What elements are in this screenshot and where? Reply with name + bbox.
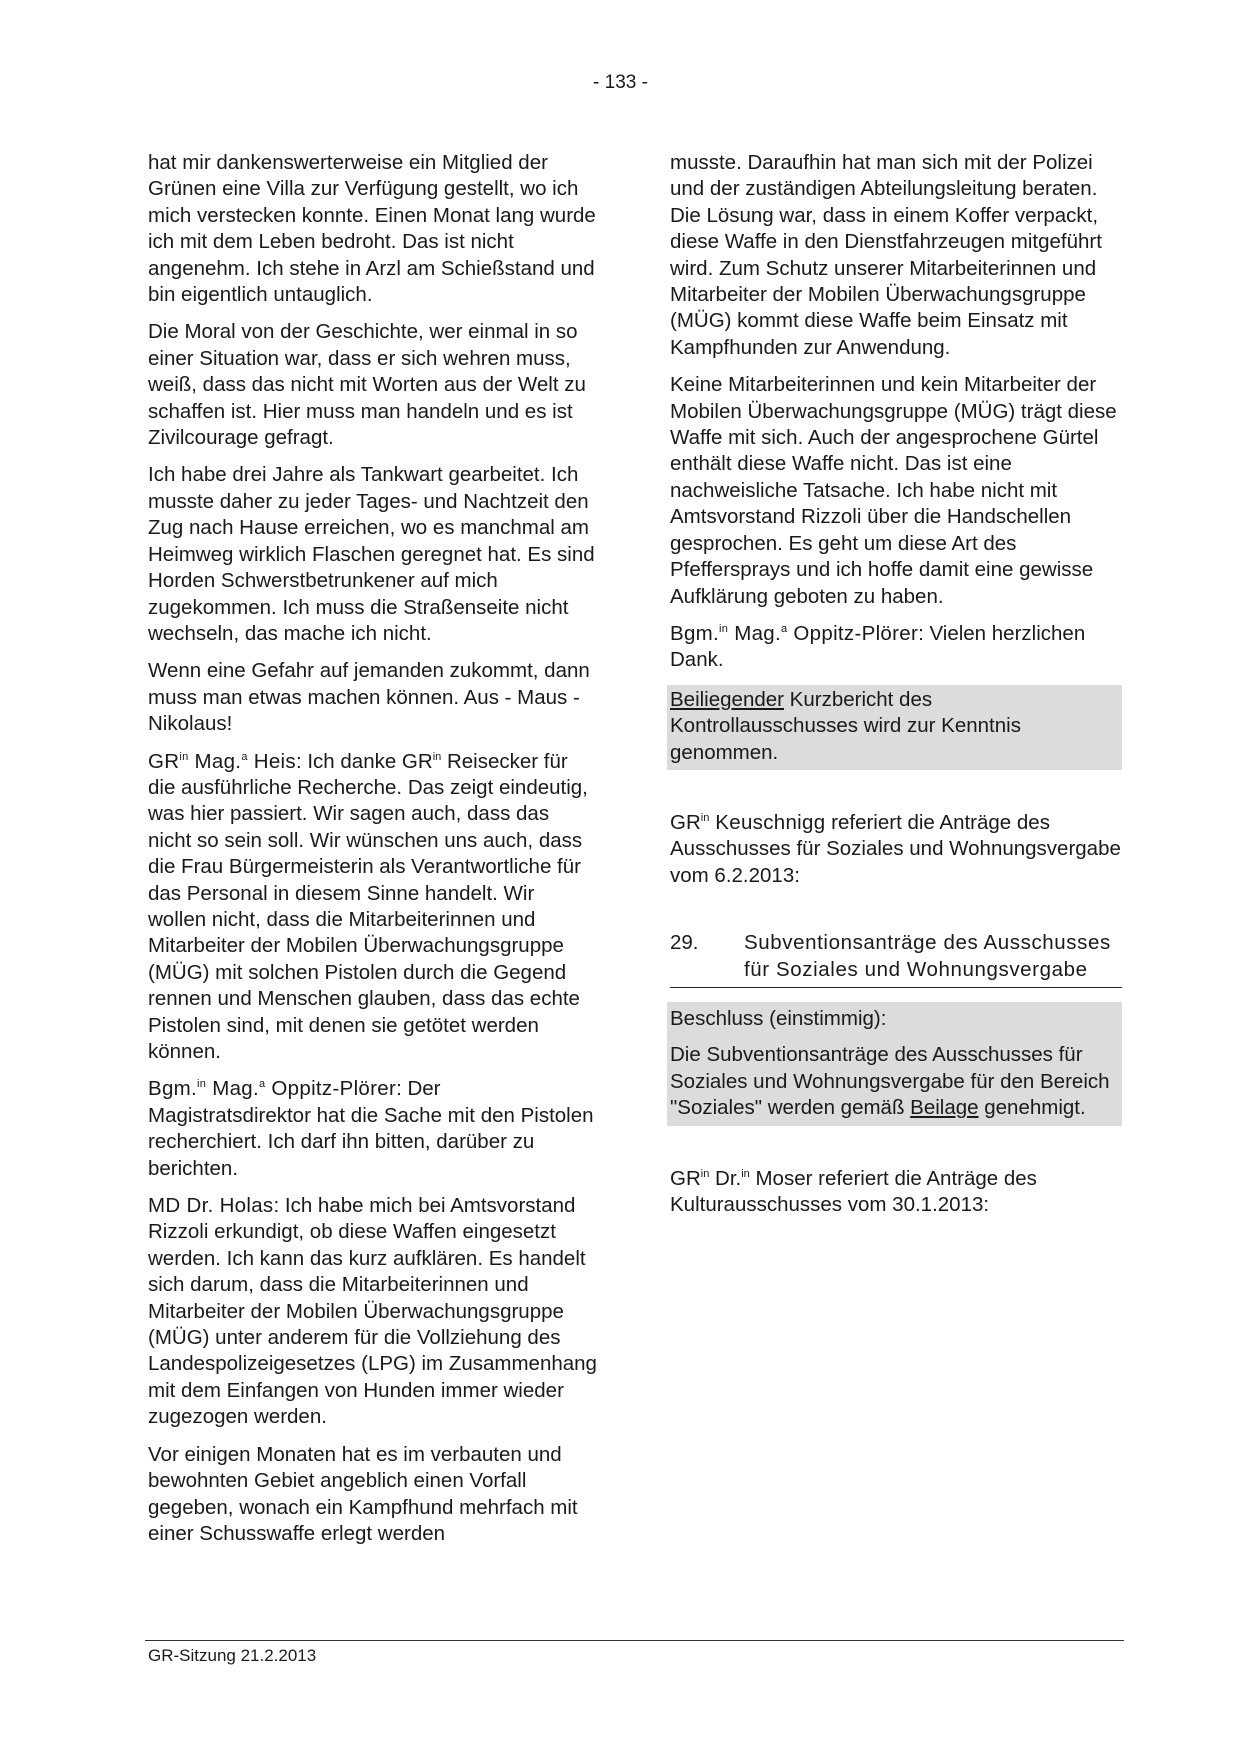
right-column	[670, 150, 1122, 1229]
attachment-link[interactable]: Beiliegender	[670, 687, 784, 711]
agenda-item	[670, 930, 1122, 988]
speaker-name: MD Dr. Holas	[148, 1194, 274, 1218]
decision-label: Beschluss (einstimmig):	[670, 1006, 887, 1030]
paragraph: musste. Daraufhin hat man sich mit der Polizei und der zuständigen Abteilungsleitung beraten. Die Lösung war, dass in einem Koffer verpackt, diese Waffe in den Dienstfahrzeugen mitgeführt wird. Zum Schutz unserer Mitarbeiterinnen und Mitarbeiter der Mobilen Überwachungsgruppe (MÜG) kommt diese Waffe beim Einsatz mit Kampfhunden zur Anwendung.	[670, 151, 1102, 359]
footer-session: GR-Sitzung 21.2.2013	[148, 1646, 317, 1665]
decision-box	[667, 1002, 1122, 1126]
speaker-name: Bgm.$^{in}$ Mag.$^a$ Oppitz-Plörer	[148, 1077, 397, 1101]
motion-intro: $GR^{in}$ Keuschnigg referiert die Anträge des Ausschusses für Soziales und Wohnungsvergabe vom 6.2.2013:	[670, 810, 1121, 887]
agenda-number: 29.	[670, 931, 699, 955]
paragraph: Wenn eine Gefahr auf jemanden zukommt, dann muss man etwas machen können. Aus - Maus - Nikolaus!	[148, 659, 590, 736]
paragraph: Die Moral von der Geschichte, wer einmal in so einer Situation war, dass er sich wehren muss, weiß, dass das nicht mit Worten aus der Welt zu schaffen ist. Hier muss man handeln und es ist Zivilcourage gefragt.	[148, 320, 586, 450]
motion-intro: $GR^{in}$ Dr.$^{in}$ Moser referiert die Anträge des Kulturausschusses vom 30.1.2013:	[670, 1166, 1037, 1216]
paragraph: Ich habe drei Jahre als Tankwart gearbeitet. Ich musste daher zu jeder Tages- und Nachtzeit den Zug nach Hause erreichen, wo es manchmal am Heimweg wirklich Flaschen geregnet hat. Es sind Horden Schwerstbetrunkener auf mich zugekommen. Ich muss die Straßenseite nicht wechseln, das mache ich nicht.	[148, 463, 595, 645]
speech-oppitz-ploerer: Bgm.$^{in}$ Mag.$^a$ Oppitz-Plörer: Vielen herzlichen Dank.	[670, 621, 1086, 672]
page-number: - 133 -	[593, 72, 648, 93]
attachment-link[interactable]: Beilage	[910, 1096, 979, 1120]
agenda-title: Subventionsanträge des Ausschusses für Soziales und Wohnungsvergabe	[744, 931, 1111, 981]
paragraph: hat mir dankenswerterweise ein Mitglied der Grünen eine Villa zur Verfügung gestellt, wo ich mich verstecken konnte. Einen Monat lang wurde ich mit dem Leben bedroht. Das ist nicht angenehm. Ich stehe in Arzl am Schießstand und bin eigentlich untauglich.	[148, 151, 596, 307]
speaker-name: $GR^{in}$ Mag.$^a$ Heis	[148, 749, 296, 773]
speech-holas: MD Dr. Holas: Ich habe mich bei Amtsvorstand Rizzoli erkundigt, ob diese Waffen eingesetzt werden. Ich kann das kurz aufklären. Es handelt sich darum, dass die Mitarbeiterinnen und Mitarbeiter der Mobilen Überwachungsgruppe (MÜG) unter anderem für die Vollziehung des Landespolizeigesetzes (LPG) im Zusammenhang mit dem Einfangen von Hunden immer wieder zugezogen werden.	[148, 1194, 597, 1429]
speaker-name: Bgm.$^{in}$ Mag.$^a$ Oppitz-Plörer	[670, 621, 919, 645]
footer-divider	[145, 1640, 1124, 1641]
decision-text: Die Subventionsanträge des Ausschusses für Soziales und Wohnungsvergabe für den Bereich "Soziales" werden gemäß Beilage genehmigt.	[670, 1043, 1110, 1120]
speech-heis: $GR^{in}$ Mag.$^a$ Heis: Ich danke $GR^{in}$ Reisecker für die ausführliche Recherche. Das zeigt eindeutig, was hier passiert. Wir sagen auch, dass das nicht so sein soll. Wir wünschen uns auch, dass die Frau Bürgermeisterin als Verantwortliche für das Personal in diesem Sinne handelt. Wir wollen nicht, dass die Mitarbeiterinnen und Mitarbeiter der Mobilen Überwachungsgruppe (MÜG) mit solchen Pistolen durch die Gegend rennen und Menschen glauben, dass das echte Pistolen sind, mit denen sie getötet werden können.	[148, 749, 588, 1063]
paragraph: Keine Mitarbeiterinnen und kein Mitarbeiter der Mobilen Überwachungsgruppe (MÜG) trägt diese Waffe mit sich. Auch der angesprochene Gürtel enthält diese Waffe nicht. Das ist eine nachweisliche Tatsache. Ich habe nicht mit Amtsvorstand Rizzoli über die Handschellen gesprochen. Es geht um diese Art des Pfeffersprays und ich hoffe damit eine gewisse Aufklärung geboten zu haben.	[670, 373, 1117, 608]
paragraph: Vor einigen Monaten hat es im verbauten und bewohnten Gebiet angeblich einen Vorfall gegeben, wonach ein Kampfhund mehrfach mit einer Schusswaffe erlegt werden	[148, 1442, 578, 1545]
outcome-box: Beiliegender Kurzbericht des Kontrollausschusses wird zur Kenntnis genommen.	[667, 685, 1122, 770]
left-column	[148, 150, 598, 1558]
speech-oppitz-ploerer: Bgm.$^{in}$ Mag.$^a$ Oppitz-Plörer: Der Magistratsdirektor hat die Sache mit den Pistolen recherchiert. Ich darf ihn bitten, darüber zu berichten.	[148, 1077, 594, 1180]
